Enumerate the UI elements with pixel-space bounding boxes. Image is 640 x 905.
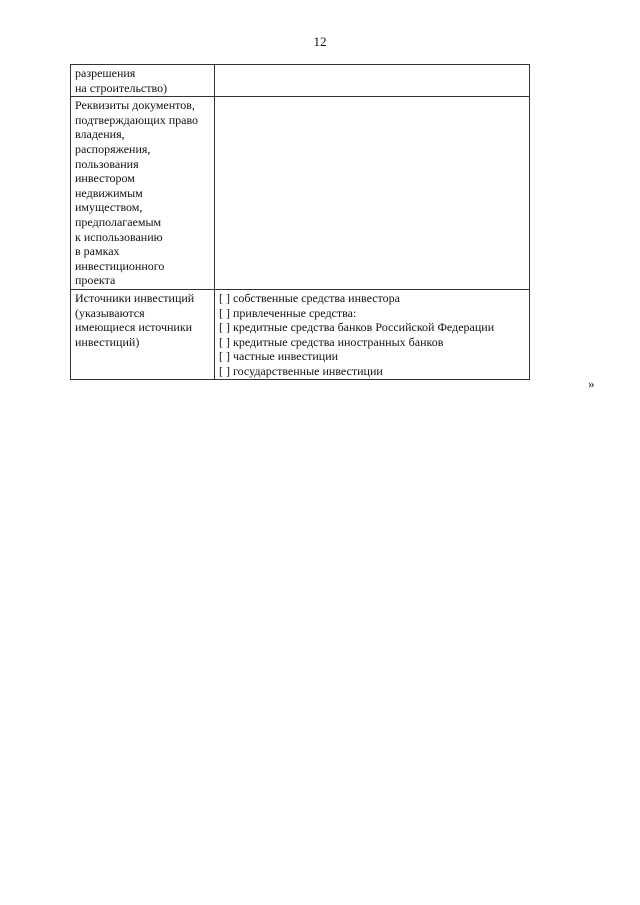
label-line: (указываются: [75, 305, 145, 320]
table-row-investment-sources: [71, 289, 530, 380]
label-line: владения,: [75, 127, 125, 142]
label-line: имуществом,: [75, 200, 143, 215]
label-line: имеющиеся источники: [75, 320, 193, 335]
label-line: к использованию: [75, 229, 163, 244]
row-value-permit: [215, 65, 530, 97]
row-label-investment-sources: [71, 289, 215, 380]
label-line: Источники инвестиций: [75, 290, 195, 305]
checkbox-option-borrowed-funds: [ ] привлеченные средства:: [219, 305, 357, 320]
label-line: пользования: [75, 156, 139, 171]
label-line: инвестиций): [75, 334, 140, 349]
label-line: распоряжения,: [75, 141, 151, 156]
label-line: в рамках: [75, 244, 120, 259]
label-line: на строительство): [75, 80, 168, 95]
investment-form-table: [70, 64, 530, 380]
checkbox-option-foreign-bank-credit: [ ] кредитные средства иностранных банков: [219, 334, 444, 349]
row-value-investment-sources: [215, 289, 530, 380]
checkbox-option-private-investment: [ ] частные инвестиции: [219, 349, 339, 364]
label-line: инвестиционного: [75, 258, 165, 273]
label-line: инвестором: [75, 171, 135, 186]
row-label-permit: [71, 65, 215, 97]
row-label-property-documents: [71, 97, 215, 290]
checkbox-option-own-funds: [ ] собственные средства инвестора: [219, 290, 400, 305]
page-number: 12: [313, 34, 327, 49]
closing-quote-mark: »: [588, 376, 595, 391]
checkbox-option-russian-bank-credit: [ ] кредитные средства банков Российской Федерации: [219, 320, 495, 335]
label-line: недвижимым: [75, 185, 143, 200]
checkbox-option-state-investment: [ ] государственные инвестиции: [219, 363, 383, 378]
label-line: разрешения: [75, 66, 136, 80]
label-line: предполагаемым: [75, 214, 162, 229]
label-line: проекта: [75, 273, 116, 288]
row-value-property-documents: [215, 97, 530, 290]
table-row-permit-continuation: [71, 65, 530, 97]
label-line: Реквизиты документов,: [75, 98, 195, 113]
label-line: подтверждающих право: [75, 112, 199, 127]
table-row-property-documents: [71, 97, 530, 290]
